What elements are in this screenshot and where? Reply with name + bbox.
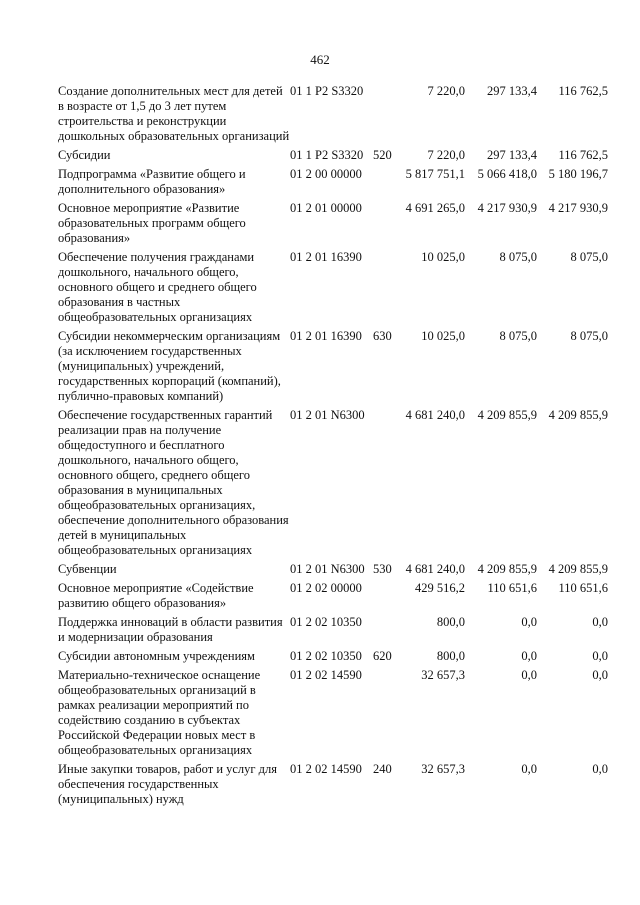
item-name: Поддержка инноваций в области развития и модернизации образования <box>58 615 283 644</box>
expense-type-code: 240 <box>373 762 392 776</box>
table-row <box>58 148 608 167</box>
item-name: Субсидии <box>58 148 111 162</box>
item-name: Обеспечение государственных гарантий реализации прав на получение общедоступного и бесплатного дошкольного, начального общего, основного общего, среднего общего образования в муниципальных общеобразовательных организациях, обеспечение дополнительного образования детей в муниципальных общеобразовательных организациях <box>58 408 289 557</box>
amount-year-1: 7 220,0 <box>427 148 465 162</box>
amount-year-3: 8 075,0 <box>570 329 608 343</box>
amount-year-1: 4 691 265,0 <box>405 201 465 215</box>
amount-year-2: 0,0 <box>521 649 537 663</box>
amount-year-1: 10 025,0 <box>421 250 465 264</box>
amount-year-1: 800,0 <box>436 615 465 629</box>
target-code: 01 2 01 16390 <box>290 250 362 264</box>
amount-year-2: 297 133,4 <box>487 84 537 98</box>
item-name: Субсидии автономным учреждениям <box>58 649 255 663</box>
table-row <box>58 250 608 329</box>
amount-year-1: 800,0 <box>436 649 465 663</box>
amount-year-3: 110 651,6 <box>558 581 608 595</box>
item-name: Субсидии некоммерческим организациям (за исключением государственных (муниципальных) учреждений, государственных корпораций (компаний), публично-правовых компаний) <box>58 329 281 403</box>
amount-year-3: 8 075,0 <box>570 250 608 264</box>
table-row <box>58 615 608 649</box>
amount-year-3: 0,0 <box>592 649 608 663</box>
item-name: Основное мероприятие «Содействие развитию общего образования» <box>58 581 254 610</box>
amount-year-3: 0,0 <box>592 615 608 629</box>
expense-type-code <box>373 250 395 329</box>
item-name: Материально-техническое оснащение общеобразовательных организаций в рамках реализации мероприятий по содействию созданию в субъектах Российской Федерации новых мест в общеобразовательных организациях <box>58 668 261 757</box>
amount-year-1: 429 516,2 <box>415 581 465 595</box>
amount-year-2: 0,0 <box>521 762 537 776</box>
table-row <box>58 84 608 148</box>
expense-type-code <box>373 84 395 148</box>
amount-year-1: 7 220,0 <box>427 84 465 98</box>
item-name: Создание дополнительных мест для детей в возрасте от 1,5 до 3 лет путем строительства и реконструкции дошкольных образовательных организаций <box>58 84 290 143</box>
table-row <box>58 581 608 615</box>
expense-type-code: 520 <box>373 148 392 162</box>
expense-type-code <box>373 615 395 649</box>
amount-year-1: 32 657,3 <box>421 668 465 682</box>
target-code: 01 1 P2 S3320 <box>290 84 364 98</box>
target-code: 01 2 01 N6300 <box>290 408 365 422</box>
expense-type-code <box>373 668 395 762</box>
amount-year-3: 4 209 855,9 <box>548 408 608 422</box>
amount-year-3: 0,0 <box>592 762 608 776</box>
expense-type-code <box>373 408 395 562</box>
amount-year-2: 4 209 855,9 <box>477 408 537 422</box>
table-row <box>58 762 608 811</box>
target-code: 01 1 P2 S3320 <box>290 148 364 162</box>
amount-year-2: 4 209 855,9 <box>477 562 537 576</box>
table-row <box>58 668 608 762</box>
item-name: Субвенции <box>58 562 117 576</box>
budget-table <box>58 84 608 811</box>
expense-type-code <box>373 167 395 201</box>
table-row <box>58 562 608 581</box>
target-code: 01 2 01 16390 <box>290 329 362 343</box>
amount-year-1: 4 681 240,0 <box>405 408 465 422</box>
item-name: Обеспечение получения гражданами дошкольного, начального общего, основного общего и среднего общего образования в частных общеобразовательных организациях <box>58 250 257 324</box>
amount-year-2: 4 217 930,9 <box>477 201 537 215</box>
amount-year-2: 8 075,0 <box>499 329 537 343</box>
expense-type-code <box>373 581 395 615</box>
expense-type-code: 620 <box>373 649 392 663</box>
amount-year-2: 5 066 418,0 <box>477 167 537 181</box>
amount-year-2: 110 651,6 <box>487 581 537 595</box>
item-name: Основное мероприятие «Развитие образовательных программ общего образования» <box>58 201 246 245</box>
page-number: 462 <box>310 52 330 67</box>
amount-year-2: 0,0 <box>521 668 537 682</box>
amount-year-2: 297 133,4 <box>487 148 537 162</box>
target-code: 01 2 01 N6300 <box>290 562 365 576</box>
amount-year-2: 0,0 <box>521 615 537 629</box>
target-code: 01 2 00 00000 <box>290 167 362 181</box>
expense-type-code: 630 <box>373 329 392 343</box>
table-row <box>58 649 608 668</box>
item-name: Подпрограмма «Развитие общего и дополнительного образования» <box>58 167 246 196</box>
target-code: 01 2 01 00000 <box>290 201 362 215</box>
table-row <box>58 408 608 562</box>
amount-year-3: 0,0 <box>592 668 608 682</box>
amount-year-3: 116 762,5 <box>558 148 608 162</box>
table-row <box>58 167 608 201</box>
amount-year-1: 32 657,3 <box>421 762 465 776</box>
table-row <box>58 329 608 408</box>
amount-year-3: 4 217 930,9 <box>548 201 608 215</box>
target-code: 01 2 02 14590 <box>290 668 362 682</box>
table-row <box>58 201 608 250</box>
amount-year-1: 4 681 240,0 <box>405 562 465 576</box>
amount-year-1: 5 817 751,1 <box>405 167 465 181</box>
expense-type-code: 530 <box>373 562 392 576</box>
target-code: 01 2 02 14590 <box>290 762 362 776</box>
amount-year-3: 4 209 855,9 <box>548 562 608 576</box>
amount-year-1: 10 025,0 <box>421 329 465 343</box>
amount-year-3: 116 762,5 <box>558 84 608 98</box>
amount-year-2: 8 075,0 <box>499 250 537 264</box>
target-code: 01 2 02 10350 <box>290 615 362 629</box>
target-code: 01 2 02 00000 <box>290 581 362 595</box>
target-code: 01 2 02 10350 <box>290 649 362 663</box>
amount-year-3: 5 180 196,7 <box>548 167 608 181</box>
item-name: Иные закупки товаров, работ и услуг для обеспечения государственных (муниципальных) нужд <box>58 762 278 806</box>
expense-type-code <box>373 201 395 250</box>
